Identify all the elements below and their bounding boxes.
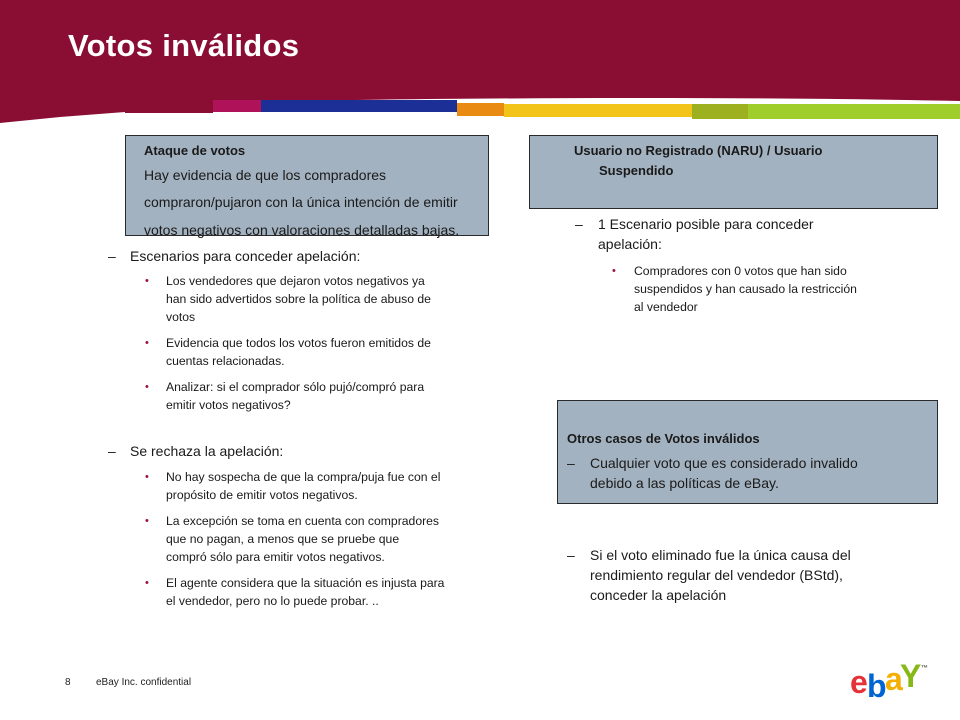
left-dash-rechaza bbox=[108, 441, 284, 461]
bullet-line: Compradores con 0 votos que han sido bbox=[634, 264, 847, 278]
left-dash-escenarios bbox=[108, 246, 361, 266]
ebay-logo-tm: ™ bbox=[921, 665, 928, 672]
dash-marker: – bbox=[575, 216, 583, 232]
bullet-marker: • bbox=[612, 265, 616, 277]
ataque-line-3: votos negativos con valoraciones detalladas bajas. bbox=[144, 222, 460, 238]
right-dash-voto-eliminado bbox=[567, 545, 851, 605]
ebay-logo-e: e bbox=[850, 664, 868, 700]
ebay-logo-graphic bbox=[848, 660, 928, 700]
otros-casos-heading: Otros casos de Votos inválidos bbox=[567, 431, 760, 446]
left-bullet-2 bbox=[145, 334, 495, 370]
ataque-heading: Ataque de votos bbox=[144, 143, 246, 158]
left-bullet-5 bbox=[145, 512, 505, 566]
bullet-line: La excepción se toma en cuenta con compradores bbox=[166, 514, 440, 528]
bullet-line: El agente considera que la situación es injusta para bbox=[166, 576, 445, 590]
bullet-marker: • bbox=[145, 515, 149, 527]
bullet-marker: • bbox=[145, 275, 149, 287]
otros-casos-dash bbox=[567, 453, 858, 493]
dash-marker: – bbox=[567, 455, 575, 471]
ataque-line-1: Hay evidencia de que los compradores bbox=[144, 167, 387, 183]
ebay-logo-a: a bbox=[885, 661, 903, 697]
bullet-marker: • bbox=[145, 471, 149, 483]
confidential-notice: eBay Inc. confidential bbox=[96, 677, 192, 688]
bullet-marker: • bbox=[145, 381, 149, 393]
left-bullet-4 bbox=[145, 468, 505, 504]
dash-text: Se rechaza la apelación: bbox=[130, 443, 284, 459]
right-dash-escenario bbox=[575, 214, 814, 254]
dash-line: rendimiento regular del vendedor (BStd), bbox=[590, 567, 843, 583]
naru-heading-line-1: Usuario no Registrado (NARU) / Usuario bbox=[574, 143, 823, 158]
ataque-line-2: compraron/pujaron con la única intención de emitir bbox=[144, 194, 458, 210]
dash-marker: – bbox=[108, 443, 116, 459]
bullet-line: al vendedor bbox=[634, 300, 698, 314]
dash-line: conceder la apelación bbox=[590, 587, 727, 603]
slide-title: Votos inválidos bbox=[68, 28, 300, 63]
bullet-line: emitir votos negativos? bbox=[166, 398, 291, 412]
ebay-logo bbox=[848, 660, 928, 700]
dash-marker: – bbox=[108, 248, 116, 264]
dash-line: 1 Escenario posible para conceder bbox=[598, 216, 814, 232]
dash-marker: – bbox=[567, 547, 575, 563]
ebay-logo-b: b bbox=[867, 668, 887, 700]
bullet-line: votos bbox=[166, 310, 196, 324]
dash-line: Si el voto eliminado fue la única causa del bbox=[590, 547, 851, 563]
dash-line: apelación: bbox=[598, 236, 662, 252]
dash-line: Cualquier voto que es considerado invalido bbox=[590, 455, 858, 471]
bullet-marker: • bbox=[145, 337, 149, 349]
bullet-line: han sido advertidos sobre la política de abuso de bbox=[166, 292, 431, 306]
bullet-line: Analizar: si el comprador sólo pujó/compró para bbox=[166, 380, 425, 394]
naru-heading-line-2: Suspendido bbox=[599, 163, 674, 178]
bullet-line: No hay sospecha de que la compra/puja fue con el bbox=[166, 470, 441, 484]
left-bullet-1 bbox=[145, 272, 495, 326]
bullet-line: cuentas relacionadas. bbox=[166, 354, 285, 368]
bullet-line: compró sólo para emitir votos negativos. bbox=[166, 550, 385, 564]
header-wave-graphic bbox=[0, 0, 960, 128]
bullet-line: el vendedor, pero no lo puede probar. .. bbox=[166, 594, 379, 608]
bullet-line: Los vendedores que dejaron votos negativos ya bbox=[166, 274, 425, 288]
ebay-logo-y: Y bbox=[900, 660, 922, 694]
bullet-line: suspendidos y han causado la restricción bbox=[634, 282, 857, 296]
dash-text: Escenarios para conceder apelación: bbox=[130, 248, 361, 264]
left-bullet-6 bbox=[145, 574, 505, 610]
bullet-marker: • bbox=[145, 577, 149, 589]
bullet-line: Evidencia que todos los votos fueron emitidos de bbox=[166, 336, 431, 350]
right-bullet-1 bbox=[612, 262, 932, 316]
bullet-line: propósito de emitir votos negativos. bbox=[166, 488, 358, 502]
page-number: 8 bbox=[65, 677, 71, 688]
dash-line: debido a las políticas de eBay. bbox=[590, 475, 779, 491]
bullet-line: que no pagan, a menos que se pruebe que bbox=[166, 532, 400, 546]
left-bullet-3 bbox=[145, 378, 495, 414]
